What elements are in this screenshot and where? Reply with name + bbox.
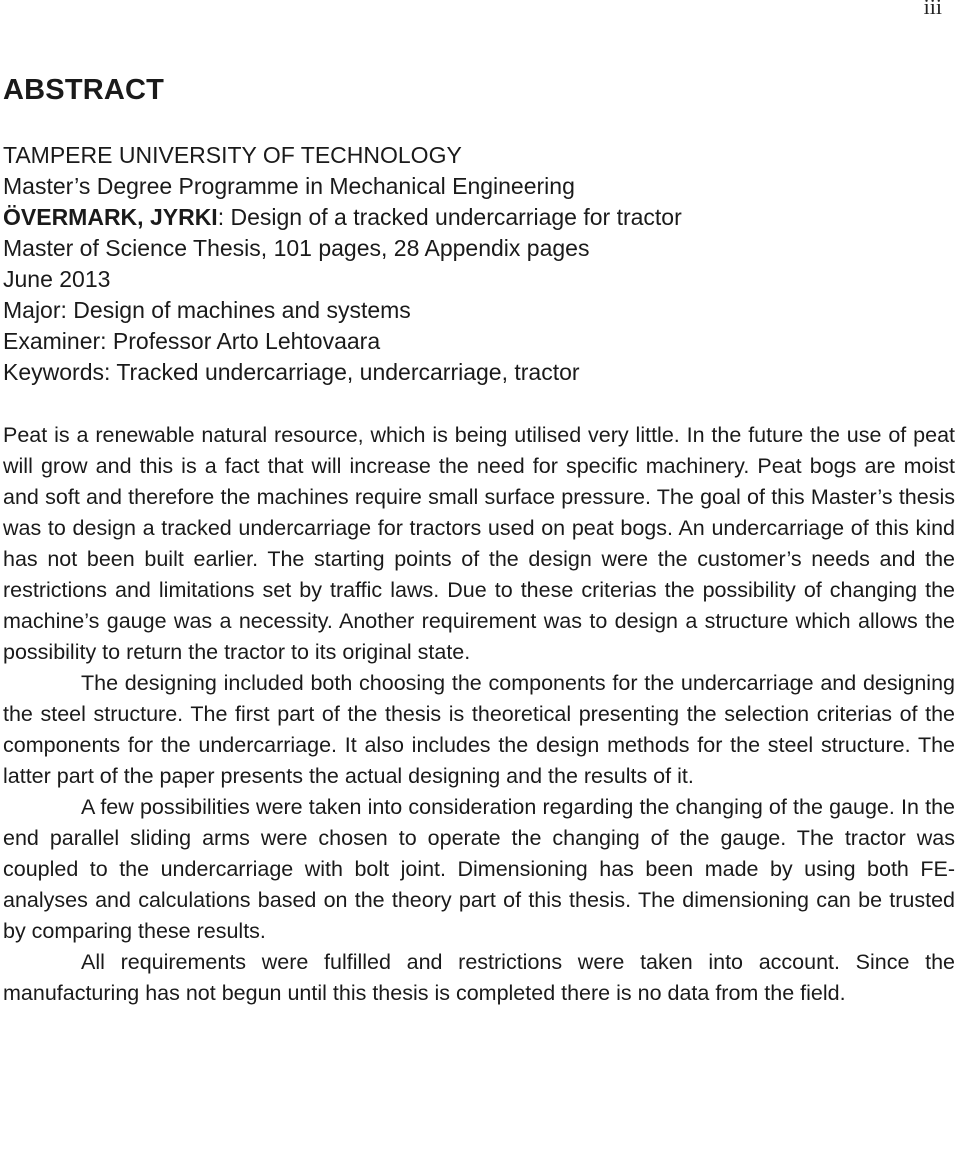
abstract-paragraph-2: The designing included both choosing the components for the undercarriage and designing the steel structure. The first part of the thesis is theoretical presenting the selection criterias of the components for the undercarriage. It also includes the design methods for the steel structure. The latter part of the paper presents the actual designing and the results of it. [3,671,955,788]
abstract-paragraph-1: Peat is a renewable natural resource, which is being utilised very little. In the future the use of peat will grow and this is a fact that will increase the need for specific machinery. Peat bogs are moist and soft and therefore the machines require small surface pressure. The goal of this Master’s thesis was to design a tracked undercarriage for tractors used on peat bogs. An undercarriage of this kind has not been built earlier. The starting points of the design were the customer’s needs and the restrictions and limitations set by traffic laws. Due to these criterias the possibility of changing the machine’s gauge was a necessity. Another requirement was to design a structure which allows the possibility to return the tractor to its original state. [3,423,955,664]
date-line: June 2013 [3,266,111,292]
major-line: Major: Design of machines and systems [3,297,411,323]
page-number: iii [923,0,942,19]
thesis-title: : Design of a tracked undercarriage for tractor [217,204,682,230]
examiner-line: Examiner: Professor Arto Lehtovaara [3,328,381,354]
thesis-metadata [3,140,953,388]
abstract-body [3,420,955,1009]
abstract-paragraph-3: A few possibilities were taken into consideration regarding the changing of the gauge. In the end parallel sliding arms were chosen to operate the changing of the gauge. The tractor was coupled to the undercarriage with bolt joint. Dimensioning has been made by using both FE-analyses and calculations based on the theory part of this thesis. The dimensioning can be trusted by comparing these results. [3,795,955,943]
abstract-heading: ABSTRACT [3,74,165,106]
programme-line: Master’s Degree Programme in Mechanical Engineering [3,173,575,199]
abstract-paragraph-4: All requirements were fulfilled and restrictions were taken into account. Since the manufacturing has not begun until this thesis is completed there is no data from the field. [3,950,955,1005]
author-title-line [3,202,953,233]
university-line: TAMPERE UNIVERSITY OF TECHNOLOGY [3,142,462,168]
keywords-line: Keywords: Tracked undercarriage, undercarriage, tractor [3,359,580,385]
author-name: ÖVERMARK, JYRKI [3,204,218,230]
thesis-info-line: Master of Science Thesis, 101 pages, 28 Appendix pages [3,235,590,261]
